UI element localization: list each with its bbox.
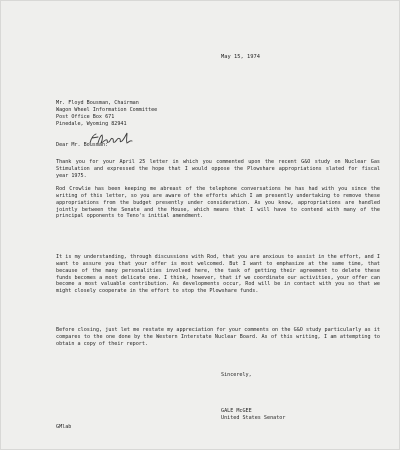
letter-date: May 15, 1974: [221, 54, 260, 60]
signer-title: United States Senator: [221, 414, 286, 421]
signer-name: GALE McGEE: [221, 408, 252, 414]
recipient-po-box: Post Office Box 671: [56, 113, 115, 120]
paragraph-1: Thank you for your April 25 letter in which you commented upon the recent G&O study on Nuclear Gas Stimulation and expressed the hope that I would oppose the Plowshare appropriations slated for fiscal year 1975.: [56, 159, 380, 179]
recipient-organization: Wagon Wheel Information Committee: [56, 106, 158, 113]
typist-initials: GMlab: [56, 424, 72, 430]
closing: Sincerely,: [221, 372, 252, 378]
paragraph-2: Rod Crowlie has been keeping me abreast of the telephone conversations he has had with you since the writing of this letter, so you are aware of the efforts which I am presently undertaking to remove these appropriations from the budget presently under consideration. As you know, appropriations are handled jointly between the Senate and the House, which means that I will have to contend with many of the principal opponents to Teno's initial amendment.: [56, 186, 380, 220]
recipient-city: Pinedale, Wyoming 82941: [56, 120, 127, 127]
paragraph-3: It is my understanding, through discussions with Rod, that you are anxious to assist in the effort, and I want to assure you that your offer is most welcomed. But I want to emphasize at the same time, that because of the many personalities involved here, the task of getting their agreement to delete these funds becomes a most delicate one. I think, however, that if we coordinate our activities, your offer can become a most valuable contribution. As developments occur, Rod will be in contact with you so that we might closely cooperate in the effort to stop the Plowshare funds.: [56, 254, 380, 295]
recipient-name: Mr. Floyd Bousman, Chairman: [56, 100, 139, 106]
paragraph-4: Before closing, just let me restate my appreciation for your comments on the G&O study particularly as it compares to the one done by the Western Interstate Nuclear Board. As of this writing, I am attempting to obtain a copy of their report.: [56, 327, 380, 347]
signature-block: [221, 408, 285, 422]
recipient-address: [56, 100, 157, 127]
salutation: Dear Mr. Bousman:: [56, 142, 109, 148]
